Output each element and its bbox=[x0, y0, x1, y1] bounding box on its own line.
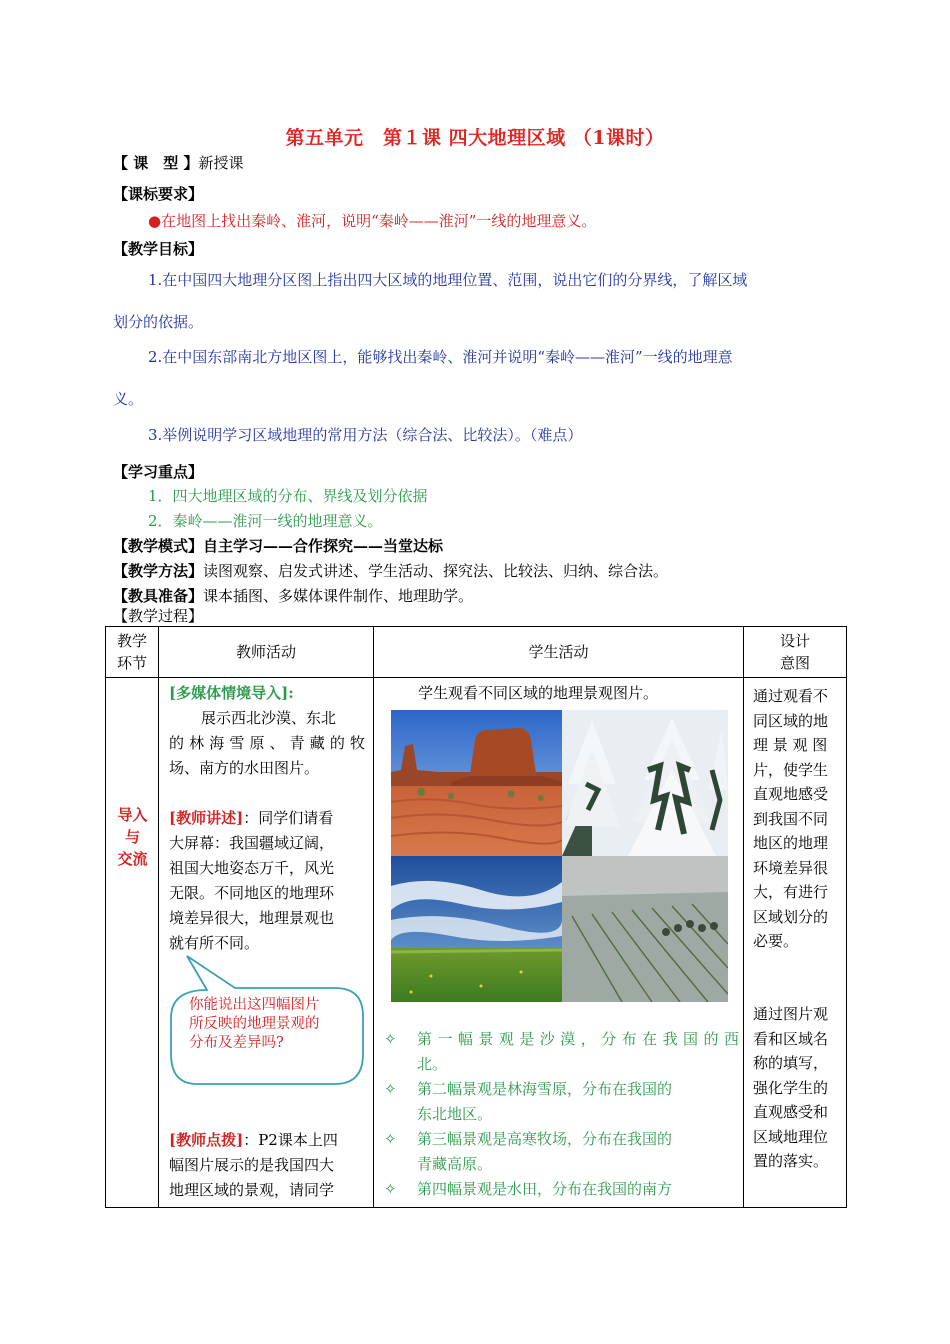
header-design bbox=[744, 627, 847, 678]
design-2-line: 直观感受和 bbox=[753, 1103, 829, 1121]
bullet-3-line-1: 第三幅景观是高寒牧场，分布在我国的 bbox=[417, 1130, 673, 1148]
tools-label: 【教具准备】 bbox=[113, 587, 204, 605]
lesson-type-line bbox=[113, 153, 243, 173]
design-1-line: 同区域的地 bbox=[753, 711, 829, 730]
lecture-line-1: 大屏幕：我国疆域辽阔， bbox=[169, 834, 335, 852]
grassland-image bbox=[391, 856, 562, 1002]
table-row bbox=[106, 678, 847, 1208]
mode-value: 自主学习——合作探究——当堂达标 bbox=[203, 537, 444, 555]
design-1-line: 区域划分的 bbox=[753, 907, 829, 926]
lecture-label: [教师讲述] bbox=[169, 809, 244, 827]
design-2-line: 称的填写， bbox=[753, 1054, 829, 1072]
diamond-icon: ✧ bbox=[384, 1030, 397, 1048]
table-header-row bbox=[106, 627, 847, 678]
bubble-line-1: 你能说出这四幅图片 bbox=[189, 997, 320, 1013]
design-paragraph-2 bbox=[753, 1002, 841, 1174]
design-1-line: 大，有进行 bbox=[753, 883, 829, 901]
standard-text: 在地图上找出秦岭、淮河，说明“秦岭——淮河”一线的地理意义。 bbox=[161, 212, 597, 230]
stage-line-1: 导入 bbox=[117, 806, 148, 824]
header-stage bbox=[106, 627, 159, 678]
objectives-label: 【教学目标】 bbox=[113, 240, 204, 258]
stage-label bbox=[106, 804, 159, 870]
stage-line-3: 交流 bbox=[117, 850, 148, 868]
objective-3: 3.举例说明学习区域地理的常用方法（综合法、比较法）。（难点） bbox=[148, 426, 583, 444]
methods-line bbox=[113, 561, 668, 581]
header-design-line-2: 意图 bbox=[779, 654, 810, 672]
diamond-icon: ✧ bbox=[384, 1080, 397, 1098]
intro-line-3: 场、南方的水田图片。 bbox=[169, 759, 320, 777]
process-table bbox=[105, 626, 847, 1208]
header-stage-line-1: 教学 bbox=[116, 632, 147, 650]
bullet-1-line-1: 第一幅景观是沙漠，分布在我国的西 bbox=[417, 1030, 739, 1048]
header-student: 学生活动 bbox=[374, 627, 744, 678]
design-cell bbox=[744, 678, 847, 1208]
process-label: 【教学过程】 bbox=[113, 607, 204, 625]
diamond-icon: ✧ bbox=[384, 1180, 397, 1198]
standard-line bbox=[148, 211, 596, 231]
bubble-text bbox=[189, 996, 359, 1053]
intro-line-2: 的林海雪原、青藏的牧 bbox=[169, 734, 365, 752]
mode-label: 【教学模式】 bbox=[113, 537, 204, 555]
design-2-line: 通过图片观 bbox=[753, 1005, 829, 1023]
bullet-1-line-2: 北。 bbox=[417, 1055, 448, 1073]
design-2-line: 强化学生的 bbox=[753, 1078, 829, 1097]
lesson-type-value: 新授课 bbox=[198, 154, 244, 172]
bubble-line-2: 所反映的地理景观的 bbox=[189, 1016, 320, 1032]
design-paragraph-1 bbox=[753, 684, 841, 954]
guide-line-1: 幅图片展示的是我国四大 bbox=[169, 1156, 335, 1174]
design-1-line: 直观地感受 bbox=[753, 785, 829, 803]
intro-line-1: 展示西北沙漠、东北 bbox=[201, 709, 337, 727]
standard-label: 【课标要求】 bbox=[113, 185, 204, 203]
lesson-type-label: 【 课 型 】 bbox=[113, 154, 199, 172]
design-2-line: 置的落实。 bbox=[753, 1152, 829, 1170]
tools-value: 课本插图、多媒体课件制作、地理助学。 bbox=[203, 587, 474, 605]
key-points-label: 【学习重点】 bbox=[113, 463, 204, 481]
student-cell bbox=[374, 678, 744, 1208]
mode-line bbox=[113, 536, 443, 556]
design-1-line: 必要。 bbox=[753, 932, 799, 950]
snow-forest-image bbox=[562, 710, 728, 856]
objective-2-line-1: 2.在中国东部南北方地区图上，能够找出秦岭、淮河并说明“秦岭——淮河”一线的地理意 bbox=[148, 348, 733, 366]
tools-line bbox=[113, 586, 473, 606]
intro-label: [多媒体情境导入]: bbox=[169, 684, 294, 702]
header-stage-line-2: 环节 bbox=[116, 654, 147, 672]
lecture-line-4: 境差异很大，地理景观也 bbox=[169, 909, 335, 927]
design-1-line: 通过观看不 bbox=[753, 687, 829, 705]
lecture-line-2: 祖国大地姿态万千，风光 bbox=[169, 859, 335, 877]
guide-line-2: 地理区域的景观，请同学 bbox=[169, 1181, 335, 1199]
guide-text bbox=[169, 1128, 365, 1203]
diamond-icon: ✧ bbox=[384, 1130, 397, 1148]
design-2-line: 看和区域名 bbox=[753, 1029, 829, 1048]
design-2-line: 区域地理位 bbox=[753, 1127, 829, 1146]
guide-label: [教师点拨] bbox=[169, 1131, 244, 1149]
paddy-field-image bbox=[562, 856, 728, 1002]
student-intro: 学生观看不同区域的地理景观图片。 bbox=[418, 684, 659, 702]
page-title: 第五单元 第１课 四大地理区域 （1课时） bbox=[285, 127, 665, 149]
teacher-cell bbox=[159, 678, 374, 1208]
stage-line-2: 与 bbox=[124, 828, 140, 846]
design-1-line: 理 景 观 图 bbox=[753, 736, 828, 754]
methods-value: 读图观察、启发式讲述、学生活动、探究法、比较法、归纳、综合法。 bbox=[203, 562, 669, 580]
design-1-line: 地区的地理 bbox=[753, 834, 829, 852]
lecture-first: ：同学们请看 bbox=[243, 809, 334, 827]
design-1-line: 到我国不同 bbox=[753, 809, 829, 828]
objective-1-line-2: 划分的依据。 bbox=[113, 313, 204, 331]
intro-text bbox=[169, 706, 365, 781]
header-design-line-1: 设计 bbox=[779, 632, 810, 650]
design-1-line: 环境差异很 bbox=[753, 858, 829, 877]
lecture-text bbox=[169, 806, 365, 956]
bubble-line-3: 分布及差异吗? bbox=[189, 1035, 284, 1051]
key-point-1: 1．四大地理区域的分布、界线及划分依据 bbox=[148, 487, 428, 505]
header-teacher: 教师活动 bbox=[159, 627, 374, 678]
bullet-3-line-2: 青藏高原。 bbox=[417, 1155, 493, 1173]
lecture-line-5: 就有所不同。 bbox=[169, 934, 260, 952]
guide-first: ：P2课本上四 bbox=[243, 1131, 338, 1149]
lecture-line-3: 无限。不同地区的地理环 bbox=[169, 884, 335, 902]
bullet-4-line-1: 第四幅景观是水田，分布在我国的南方 bbox=[417, 1180, 673, 1198]
bullet-dot: ● bbox=[148, 212, 162, 230]
bullet-2-line-1: 第二幅景观是林海雪原，分布在我国的 bbox=[417, 1080, 673, 1098]
objective-1-line-1: 1.在中国四大地理分区图上指出四大区域的地理位置、范围，说出它们的分界线，了解区域 bbox=[148, 271, 748, 289]
desert-image bbox=[391, 710, 562, 856]
objective-2-line-2: 义。 bbox=[113, 390, 144, 408]
design-1-line: 片，使学生 bbox=[753, 760, 829, 779]
stage-cell bbox=[106, 678, 159, 1208]
key-point-2: 2．秦岭——淮河一线的地理意义。 bbox=[148, 512, 383, 530]
methods-label: 【教学方法】 bbox=[113, 562, 204, 580]
bullet-2-line-2: 东北地区。 bbox=[417, 1105, 493, 1123]
